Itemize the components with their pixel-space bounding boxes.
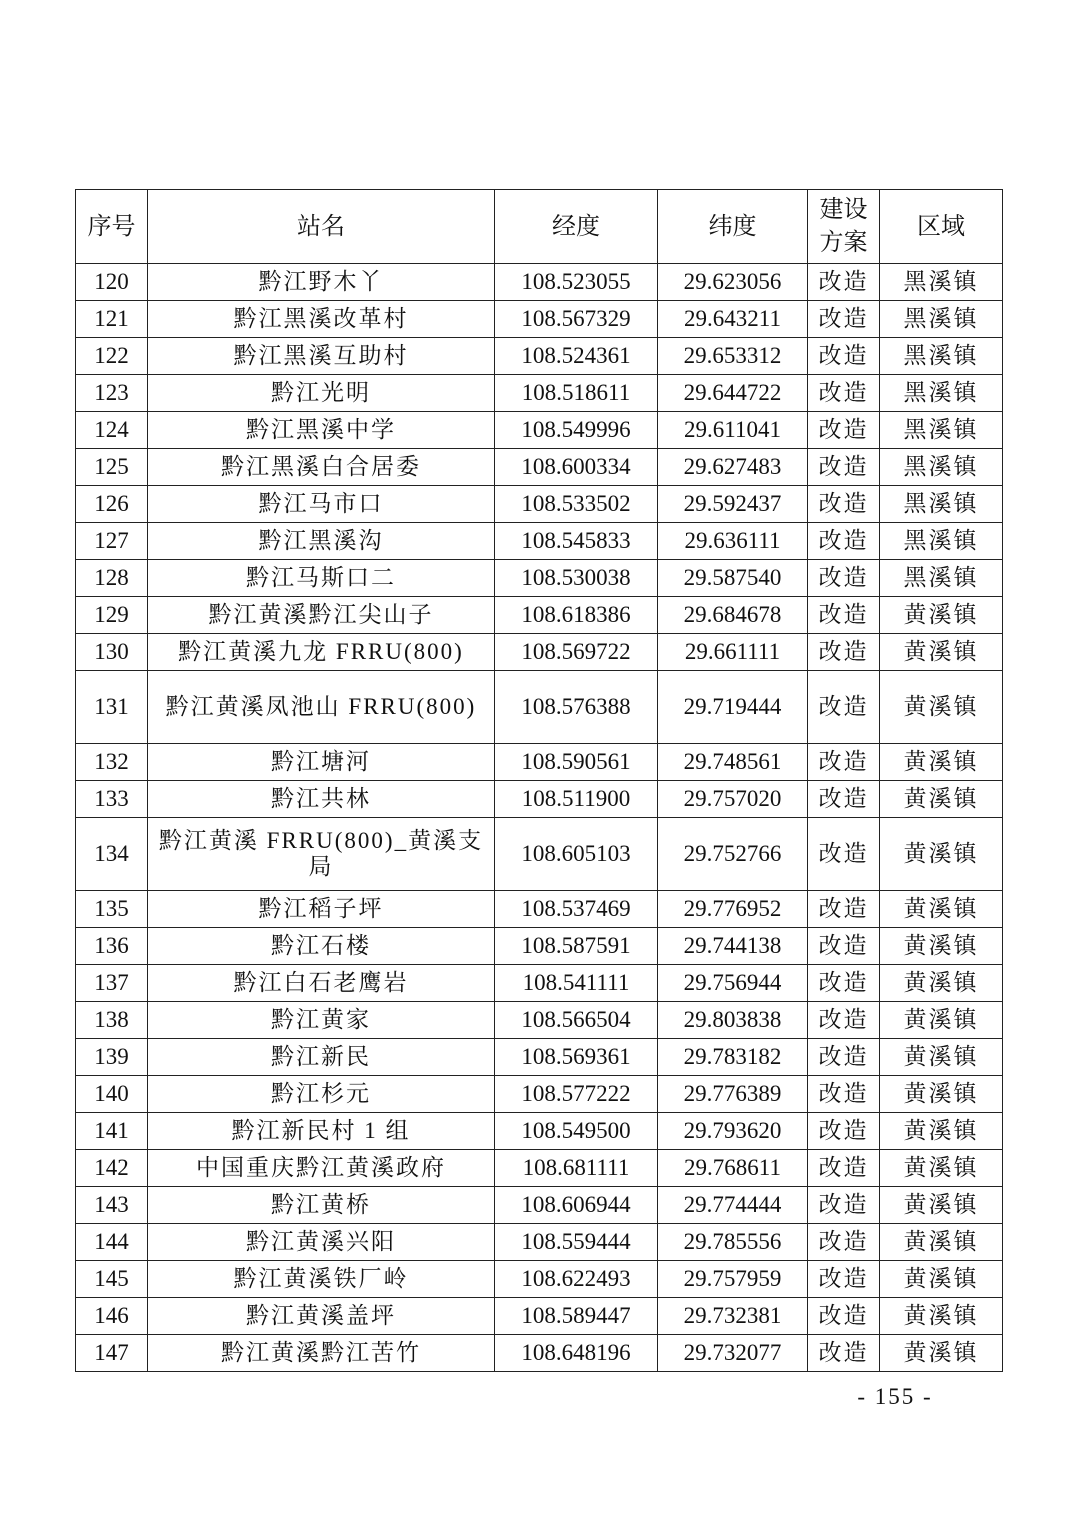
header-region: 区域 bbox=[880, 190, 1003, 264]
table-row bbox=[76, 965, 1003, 1002]
cell-plan: 改造 bbox=[808, 1187, 880, 1224]
cell-region: 黄溪镇 bbox=[880, 1150, 1003, 1187]
cell-region: 黑溪镇 bbox=[880, 449, 1003, 486]
cell-longitude: 108.569361 bbox=[495, 1039, 658, 1076]
cell-latitude: 29.627483 bbox=[658, 449, 808, 486]
cell-name: 黔江黑溪改革村 bbox=[148, 301, 495, 338]
cell-index: 124 bbox=[76, 412, 148, 449]
cell-longitude: 108.618386 bbox=[495, 597, 658, 634]
cell-index: 144 bbox=[76, 1224, 148, 1261]
table-row bbox=[76, 671, 1003, 744]
cell-index: 146 bbox=[76, 1298, 148, 1335]
cell-name: 黔江新民 bbox=[148, 1039, 495, 1076]
cell-longitude: 108.549500 bbox=[495, 1113, 658, 1150]
cell-latitude: 29.783182 bbox=[658, 1039, 808, 1076]
cell-latitude: 29.756944 bbox=[658, 965, 808, 1002]
cell-latitude: 29.661111 bbox=[658, 634, 808, 671]
cell-name: 黔江黄溪九龙 FRRU(800) bbox=[148, 634, 495, 671]
table-row bbox=[76, 1298, 1003, 1335]
cell-plan: 改造 bbox=[808, 634, 880, 671]
table-header bbox=[76, 190, 1003, 264]
cell-longitude: 108.566504 bbox=[495, 1002, 658, 1039]
header-row bbox=[76, 190, 1003, 264]
cell-name: 黔江黑溪中学 bbox=[148, 412, 495, 449]
cell-index: 143 bbox=[76, 1187, 148, 1224]
cell-index: 137 bbox=[76, 965, 148, 1002]
cell-plan: 改造 bbox=[808, 597, 880, 634]
table-row bbox=[76, 1335, 1003, 1372]
cell-plan: 改造 bbox=[808, 486, 880, 523]
cell-name: 黔江黄溪盖坪 bbox=[148, 1298, 495, 1335]
cell-region: 黄溪镇 bbox=[880, 671, 1003, 744]
cell-index: 127 bbox=[76, 523, 148, 560]
cell-latitude: 29.752766 bbox=[658, 818, 808, 891]
cell-latitude: 29.732077 bbox=[658, 1335, 808, 1372]
cell-region: 黄溪镇 bbox=[880, 1039, 1003, 1076]
table-body bbox=[76, 264, 1003, 1372]
cell-plan: 改造 bbox=[808, 891, 880, 928]
cell-plan: 改造 bbox=[808, 560, 880, 597]
cell-index: 145 bbox=[76, 1261, 148, 1298]
cell-index: 141 bbox=[76, 1113, 148, 1150]
cell-plan: 改造 bbox=[808, 1261, 880, 1298]
cell-longitude: 108.559444 bbox=[495, 1224, 658, 1261]
cell-latitude: 29.684678 bbox=[658, 597, 808, 634]
cell-latitude: 29.776389 bbox=[658, 1076, 808, 1113]
cell-latitude: 29.757020 bbox=[658, 781, 808, 818]
cell-plan: 改造 bbox=[808, 928, 880, 965]
cell-name: 黔江黄家 bbox=[148, 1002, 495, 1039]
cell-name: 黔江黄溪凤池山 FRRU(800) bbox=[148, 671, 495, 744]
cell-name: 黔江稻子坪 bbox=[148, 891, 495, 928]
table-row bbox=[76, 264, 1003, 301]
cell-name: 黔江黄溪兴阳 bbox=[148, 1224, 495, 1261]
cell-name: 黔江石楼 bbox=[148, 928, 495, 965]
cell-plan: 改造 bbox=[808, 1113, 880, 1150]
cell-index: 147 bbox=[76, 1335, 148, 1372]
cell-index: 139 bbox=[76, 1039, 148, 1076]
cell-index: 142 bbox=[76, 1150, 148, 1187]
cell-region: 黄溪镇 bbox=[880, 965, 1003, 1002]
cell-longitude: 108.533502 bbox=[495, 486, 658, 523]
cell-plan: 改造 bbox=[808, 1335, 880, 1372]
cell-plan: 改造 bbox=[808, 338, 880, 375]
cell-region: 黄溪镇 bbox=[880, 597, 1003, 634]
cell-longitude: 108.576388 bbox=[495, 671, 658, 744]
cell-latitude: 29.623056 bbox=[658, 264, 808, 301]
cell-region: 黑溪镇 bbox=[880, 338, 1003, 375]
cell-region: 黄溪镇 bbox=[880, 1002, 1003, 1039]
cell-index: 125 bbox=[76, 449, 148, 486]
cell-latitude: 29.592437 bbox=[658, 486, 808, 523]
cell-index: 128 bbox=[76, 560, 148, 597]
table-row bbox=[76, 597, 1003, 634]
cell-index: 120 bbox=[76, 264, 148, 301]
table-row bbox=[76, 523, 1003, 560]
cell-latitude: 29.793620 bbox=[658, 1113, 808, 1150]
cell-index: 135 bbox=[76, 891, 148, 928]
cell-longitude: 108.600334 bbox=[495, 449, 658, 486]
cell-region: 黄溪镇 bbox=[880, 744, 1003, 781]
cell-region: 黑溪镇 bbox=[880, 412, 1003, 449]
cell-longitude: 108.567329 bbox=[495, 301, 658, 338]
table-row bbox=[76, 744, 1003, 781]
cell-region: 黄溪镇 bbox=[880, 781, 1003, 818]
cell-name: 黔江黑溪白合居委 bbox=[148, 449, 495, 486]
cell-region: 黄溪镇 bbox=[880, 1113, 1003, 1150]
cell-latitude: 29.785556 bbox=[658, 1224, 808, 1261]
cell-name: 黔江马市口 bbox=[148, 486, 495, 523]
cell-index: 138 bbox=[76, 1002, 148, 1039]
cell-longitude: 108.545833 bbox=[495, 523, 658, 560]
cell-latitude: 29.719444 bbox=[658, 671, 808, 744]
cell-longitude: 108.605103 bbox=[495, 818, 658, 891]
cell-region: 黄溪镇 bbox=[880, 891, 1003, 928]
cell-plan: 改造 bbox=[808, 264, 880, 301]
cell-plan: 改造 bbox=[808, 375, 880, 412]
table-row bbox=[76, 301, 1003, 338]
table-row bbox=[76, 375, 1003, 412]
cell-plan: 改造 bbox=[808, 449, 880, 486]
cell-name: 黔江白石老鹰岩 bbox=[148, 965, 495, 1002]
table-row bbox=[76, 1224, 1003, 1261]
cell-latitude: 29.587540 bbox=[658, 560, 808, 597]
cell-longitude: 108.530038 bbox=[495, 560, 658, 597]
header-latitude: 纬度 bbox=[658, 190, 808, 264]
cell-longitude: 108.622493 bbox=[495, 1261, 658, 1298]
table-row bbox=[76, 449, 1003, 486]
cell-longitude: 108.537469 bbox=[495, 891, 658, 928]
cell-plan: 改造 bbox=[808, 412, 880, 449]
cell-region: 黑溪镇 bbox=[880, 486, 1003, 523]
cell-latitude: 29.744138 bbox=[658, 928, 808, 965]
cell-plan: 改造 bbox=[808, 1298, 880, 1335]
cell-plan: 改造 bbox=[808, 1224, 880, 1261]
cell-index: 130 bbox=[76, 634, 148, 671]
cell-index: 134 bbox=[76, 818, 148, 891]
cell-longitude: 108.524361 bbox=[495, 338, 658, 375]
table-row bbox=[76, 818, 1003, 891]
table-row bbox=[76, 1261, 1003, 1298]
cell-longitude: 108.541111 bbox=[495, 965, 658, 1002]
cell-name: 黔江黄溪黔江苦竹 bbox=[148, 1335, 495, 1372]
cell-latitude: 29.732381 bbox=[658, 1298, 808, 1335]
cell-plan: 改造 bbox=[808, 744, 880, 781]
cell-latitude: 29.611041 bbox=[658, 412, 808, 449]
table-row bbox=[76, 1039, 1003, 1076]
cell-name: 黔江黄溪黔江尖山子 bbox=[148, 597, 495, 634]
cell-name: 黔江马斯口二 bbox=[148, 560, 495, 597]
station-table bbox=[75, 189, 1003, 1372]
cell-name: 黔江杉元 bbox=[148, 1076, 495, 1113]
table-row bbox=[76, 928, 1003, 965]
table-row bbox=[76, 1150, 1003, 1187]
cell-plan: 改造 bbox=[808, 818, 880, 891]
cell-name: 黔江野木丫 bbox=[148, 264, 495, 301]
cell-plan: 改造 bbox=[808, 1002, 880, 1039]
table-row bbox=[76, 560, 1003, 597]
cell-plan: 改造 bbox=[808, 1150, 880, 1187]
cell-region: 黑溪镇 bbox=[880, 523, 1003, 560]
table-row bbox=[76, 1113, 1003, 1150]
cell-region: 黄溪镇 bbox=[880, 1298, 1003, 1335]
cell-latitude: 29.803838 bbox=[658, 1002, 808, 1039]
table-row bbox=[76, 338, 1003, 375]
cell-region: 黄溪镇 bbox=[880, 634, 1003, 671]
cell-longitude: 108.569722 bbox=[495, 634, 658, 671]
cell-latitude: 29.774444 bbox=[658, 1187, 808, 1224]
cell-region: 黑溪镇 bbox=[880, 301, 1003, 338]
cell-index: 136 bbox=[76, 928, 148, 965]
cell-region: 黄溪镇 bbox=[880, 1187, 1003, 1224]
cell-region: 黑溪镇 bbox=[880, 264, 1003, 301]
cell-index: 131 bbox=[76, 671, 148, 744]
table-row bbox=[76, 1076, 1003, 1113]
cell-index: 121 bbox=[76, 301, 148, 338]
cell-latitude: 29.748561 bbox=[658, 744, 808, 781]
cell-name: 黔江塘河 bbox=[148, 744, 495, 781]
cell-index: 133 bbox=[76, 781, 148, 818]
cell-plan: 改造 bbox=[808, 301, 880, 338]
cell-latitude: 29.643211 bbox=[658, 301, 808, 338]
cell-plan: 改造 bbox=[808, 965, 880, 1002]
cell-latitude: 29.644722 bbox=[658, 375, 808, 412]
cell-longitude: 108.681111 bbox=[495, 1150, 658, 1187]
cell-region: 黄溪镇 bbox=[880, 1335, 1003, 1372]
cell-index: 129 bbox=[76, 597, 148, 634]
page-number: - 155 - bbox=[857, 1384, 933, 1409]
cell-region: 黄溪镇 bbox=[880, 1224, 1003, 1261]
cell-plan: 改造 bbox=[808, 781, 880, 818]
cell-region: 黄溪镇 bbox=[880, 1076, 1003, 1113]
cell-name: 黔江光明 bbox=[148, 375, 495, 412]
header-plan: 建设方案 bbox=[808, 190, 880, 264]
cell-region: 黑溪镇 bbox=[880, 560, 1003, 597]
cell-longitude: 108.518611 bbox=[495, 375, 658, 412]
cell-region: 黄溪镇 bbox=[880, 818, 1003, 891]
cell-longitude: 108.549996 bbox=[495, 412, 658, 449]
header-name: 站名 bbox=[148, 190, 495, 264]
cell-plan: 改造 bbox=[808, 1039, 880, 1076]
header-longitude: 经度 bbox=[495, 190, 658, 264]
cell-name: 黔江黑溪沟 bbox=[148, 523, 495, 560]
cell-name: 黔江黄溪铁厂岭 bbox=[148, 1261, 495, 1298]
table-row bbox=[76, 634, 1003, 671]
table-row bbox=[76, 781, 1003, 818]
cell-region: 黄溪镇 bbox=[880, 928, 1003, 965]
cell-longitude: 108.523055 bbox=[495, 264, 658, 301]
cell-latitude: 29.776952 bbox=[658, 891, 808, 928]
cell-name: 黔江黑溪互助村 bbox=[148, 338, 495, 375]
cell-index: 123 bbox=[76, 375, 148, 412]
cell-latitude: 29.636111 bbox=[658, 523, 808, 560]
header-index: 序号 bbox=[76, 190, 148, 264]
cell-name: 黔江共林 bbox=[148, 781, 495, 818]
cell-latitude: 29.768611 bbox=[658, 1150, 808, 1187]
cell-latitude: 29.757959 bbox=[658, 1261, 808, 1298]
cell-longitude: 108.606944 bbox=[495, 1187, 658, 1224]
table-row bbox=[76, 1187, 1003, 1224]
cell-index: 126 bbox=[76, 486, 148, 523]
cell-index: 140 bbox=[76, 1076, 148, 1113]
cell-index: 122 bbox=[76, 338, 148, 375]
cell-latitude: 29.653312 bbox=[658, 338, 808, 375]
table-row bbox=[76, 486, 1003, 523]
cell-index: 132 bbox=[76, 744, 148, 781]
table-row bbox=[76, 891, 1003, 928]
cell-name: 中国重庆黔江黄溪政府 bbox=[148, 1150, 495, 1187]
cell-region: 黄溪镇 bbox=[880, 1261, 1003, 1298]
cell-region: 黑溪镇 bbox=[880, 375, 1003, 412]
cell-longitude: 108.589447 bbox=[495, 1298, 658, 1335]
cell-longitude: 108.590561 bbox=[495, 744, 658, 781]
cell-longitude: 108.587591 bbox=[495, 928, 658, 965]
cell-longitude: 108.511900 bbox=[495, 781, 658, 818]
cell-longitude: 108.577222 bbox=[495, 1076, 658, 1113]
cell-plan: 改造 bbox=[808, 523, 880, 560]
cell-plan: 改造 bbox=[808, 1076, 880, 1113]
cell-longitude: 108.648196 bbox=[495, 1335, 658, 1372]
table-row bbox=[76, 412, 1003, 449]
cell-name: 黔江新民村 1 组 bbox=[148, 1113, 495, 1150]
cell-plan: 改造 bbox=[808, 671, 880, 744]
cell-name: 黔江黄桥 bbox=[148, 1187, 495, 1224]
table-row bbox=[76, 1002, 1003, 1039]
cell-name: 黔江黄溪 FRRU(800)_黄溪支局 bbox=[148, 818, 495, 891]
